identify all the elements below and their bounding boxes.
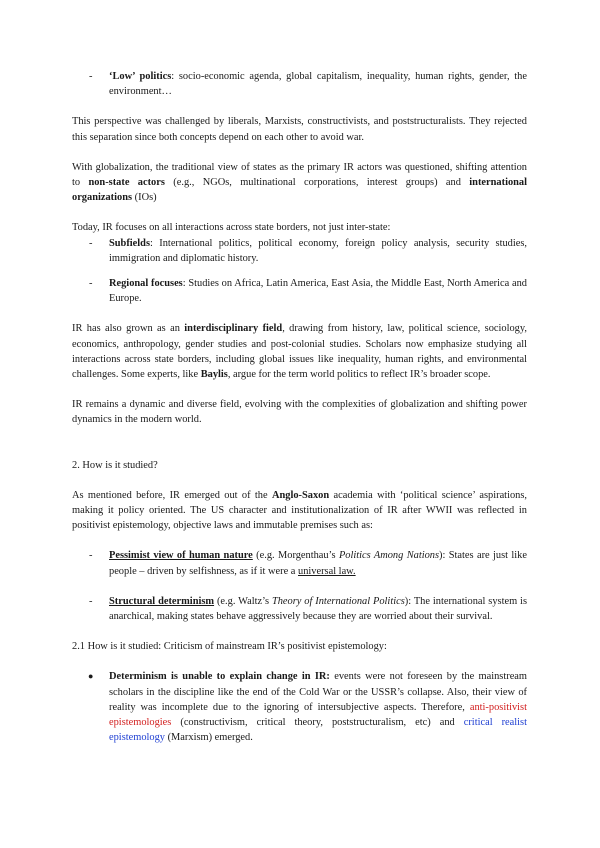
list-item-structural-determinism: [72, 594, 527, 624]
paragraph-globalization: [72, 160, 527, 206]
text-span: events were not foreseen by the mainstream scholars in the discipline like the end of the Cold War or the USSR’s collapse. Also, their view of reality was incomplete due to the ignoring of intersubjective aspects. Therefore,: [109, 671, 527, 713]
section-heading-2-1: 2.1 How is it studied: Criticism of mainstream IR’s positivist epistemology:: [72, 641, 387, 653]
text-span: ): States are just like people – driven by selfishness, as if it were a: [109, 550, 527, 577]
text-span: (e.g., NGOs, multinational corporations, interest groups) and: [164, 177, 470, 189]
paragraph-interdisciplinary: [72, 321, 527, 382]
term-low-politics: ‘Low’ politics: [109, 71, 172, 82]
text-span: (IOs): [132, 192, 157, 204]
text-span: (e.g. Waltz’s: [214, 595, 272, 607]
term-international-organizations: international organizations: [72, 177, 528, 204]
list-item-pessimist-view: [72, 548, 527, 578]
list-item-low-politics: [72, 69, 527, 99]
underlined-universal-law: universal law.: [298, 565, 356, 577]
term-anglo-saxon: Anglo-Saxon: [271, 489, 330, 501]
paragraph-dynamic-field: IR remains a dynamic and diverse field, evolving with the complexities of globalization and shifting power dynamics in the modern world.: [72, 399, 527, 426]
dash-marker: -: [89, 237, 93, 249]
paragraph-perspective: This perspective was challenged by liberals, Marxists, constructivists, and poststructuralists. They rejected this separation since both concepts depend on each other to avoid war.: [72, 116, 527, 143]
term-regional-focuses: Regional focuses: [109, 278, 183, 290]
text-span: , drawing from history, law, political science, sociology, economics, anthropology, gender studies and post-colonial studies. Scholars now emphasize studying all interactions across state borders, including global issues like inequality, human rights, and environmental challenges. Some experts, like: [72, 323, 527, 381]
text-span: (Marxism) emerged.: [165, 732, 253, 744]
text-span: IR has also grown as an: [72, 323, 185, 335]
regional-focuses-text: : Studies on Africa, Latin America, East Asia, the Middle East, North America and Europe.: [109, 278, 527, 305]
list-item-regional-focuses: [72, 276, 527, 306]
text-span: (e.g. Morgenthau’s: [252, 550, 339, 562]
term-baylis: Baylis: [200, 369, 228, 381]
document-body: [72, 69, 527, 746]
critical-realist-epistemology: critical realist epistemology: [109, 717, 527, 744]
anti-positivist-epistemologies: anti-positivist epistemologies: [109, 701, 527, 729]
list-item-determinism-critique: [72, 669, 527, 745]
dash-marker: -: [89, 595, 93, 607]
title-theory-of-international-politics: Theory of International Politics: [271, 595, 405, 607]
bullet-marker: ●: [88, 671, 94, 682]
text-span: academia with ‘political science’ aspirations, making it policy oriented. The US character and institutionalization of IR after WWII was reflected in positivist epistemology, objective laws and immutable premises such as:: [72, 489, 527, 532]
text-span: With globalization, the traditional view of states as the primary IR actors was questioned, shifting attention to: [72, 161, 527, 189]
term-non-state-actors: non-state actors: [88, 177, 165, 189]
section-heading-2: 2. How is it studied?: [72, 459, 158, 471]
text-span: (constructivism, critical theory, poststructuralism, etc) and: [171, 717, 464, 729]
text-span: As mentioned before, IR emerged out of the: [72, 489, 272, 501]
term-interdisciplinary-field: interdisciplinary field: [184, 323, 283, 335]
title-politics-among-nations: Politics Among Nations: [338, 550, 440, 562]
low-politics-text: : socio-economic agenda, global capitalism, inequality, human rights, gender, the environment…: [109, 71, 527, 98]
text-span: ): The international system is anarchical, making states behave aggressively because they are worried about their survival.: [109, 595, 527, 623]
dash-marker: -: [89, 278, 93, 290]
term-determinism: Determinism is unable to explain change in IR:: [109, 671, 330, 683]
paragraph-anglo-saxon: [72, 488, 527, 534]
term-pessimist-view: Pessimist view of human nature: [109, 550, 253, 562]
term-structural-determinism: Structural determinism: [109, 595, 215, 607]
paragraph-today: Today, IR focuses on all interactions across state borders, not just inter-state:: [72, 222, 391, 234]
term-subfields: Subfields: [109, 237, 151, 249]
dash-marker: -: [89, 550, 93, 562]
dash-marker: -: [89, 71, 93, 82]
text-span: , argue for the term world politics to reflect IR’s broader scope.: [227, 369, 491, 381]
subfields-text: : International politics, political economy, foreign policy analysis, security studies, immigration and diplomatic history.: [109, 237, 527, 264]
list-item-subfields: [72, 236, 527, 266]
